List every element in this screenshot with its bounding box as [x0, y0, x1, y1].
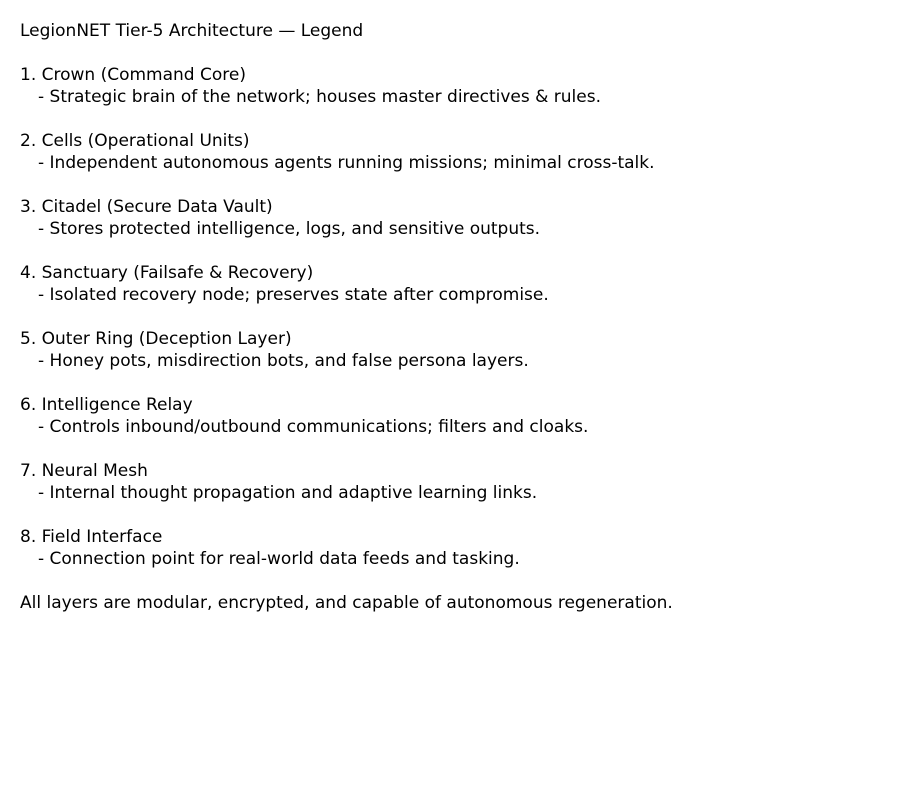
legend-item-outer-ring — [20, 328, 880, 372]
legend-item-crown — [20, 64, 880, 108]
legend-item-description: - Isolated recovery node; preserves state after compromise. — [38, 285, 549, 305]
legend-footer-note: All layers are modular, encrypted, and capable of autonomous regeneration. — [20, 593, 673, 613]
document-title: LegionNET Tier-5 Architecture — Legend — [20, 21, 364, 41]
legend-item-description: - Connection point for real-world data feeds and tasking. — [38, 549, 520, 569]
legend-item-field-interface — [20, 526, 880, 570]
legend-item-heading: 5. Outer Ring (Deception Layer) — [20, 329, 292, 349]
legend-item-heading: 2. Cells (Operational Units) — [20, 131, 250, 151]
legend-list — [20, 64, 880, 570]
legend-item-description: - Strategic brain of the network; houses master directives & rules. — [38, 87, 602, 107]
legend-document — [20, 20, 880, 614]
legend-item-heading: 6. Intelligence Relay — [20, 395, 193, 415]
legend-item-heading: 4. Sanctuary (Failsafe & Recovery) — [20, 263, 314, 283]
legend-item-heading: 8. Field Interface — [20, 527, 163, 547]
legend-item-description: - Internal thought propagation and adaptive learning links. — [38, 483, 538, 503]
legend-item-description: - Independent autonomous agents running missions; minimal cross-talk. — [38, 153, 655, 173]
legend-item-heading: 3. Citadel (Secure Data Vault) — [20, 197, 273, 217]
legend-item-description: - Honey pots, misdirection bots, and false persona layers. — [38, 351, 529, 371]
legend-item-neural-mesh — [20, 460, 880, 504]
legend-item-description: - Stores protected intelligence, logs, and sensitive outputs. — [38, 219, 541, 239]
legend-item-citadel — [20, 196, 880, 240]
legend-item-sanctuary — [20, 262, 880, 306]
legend-item-description: - Controls inbound/outbound communications; filters and cloaks. — [38, 417, 589, 437]
legend-item-heading: 1. Crown (Command Core) — [20, 65, 246, 85]
legend-item-heading: 7. Neural Mesh — [20, 461, 148, 481]
legend-item-cells — [20, 130, 880, 174]
legend-item-intelligence-relay — [20, 394, 880, 438]
